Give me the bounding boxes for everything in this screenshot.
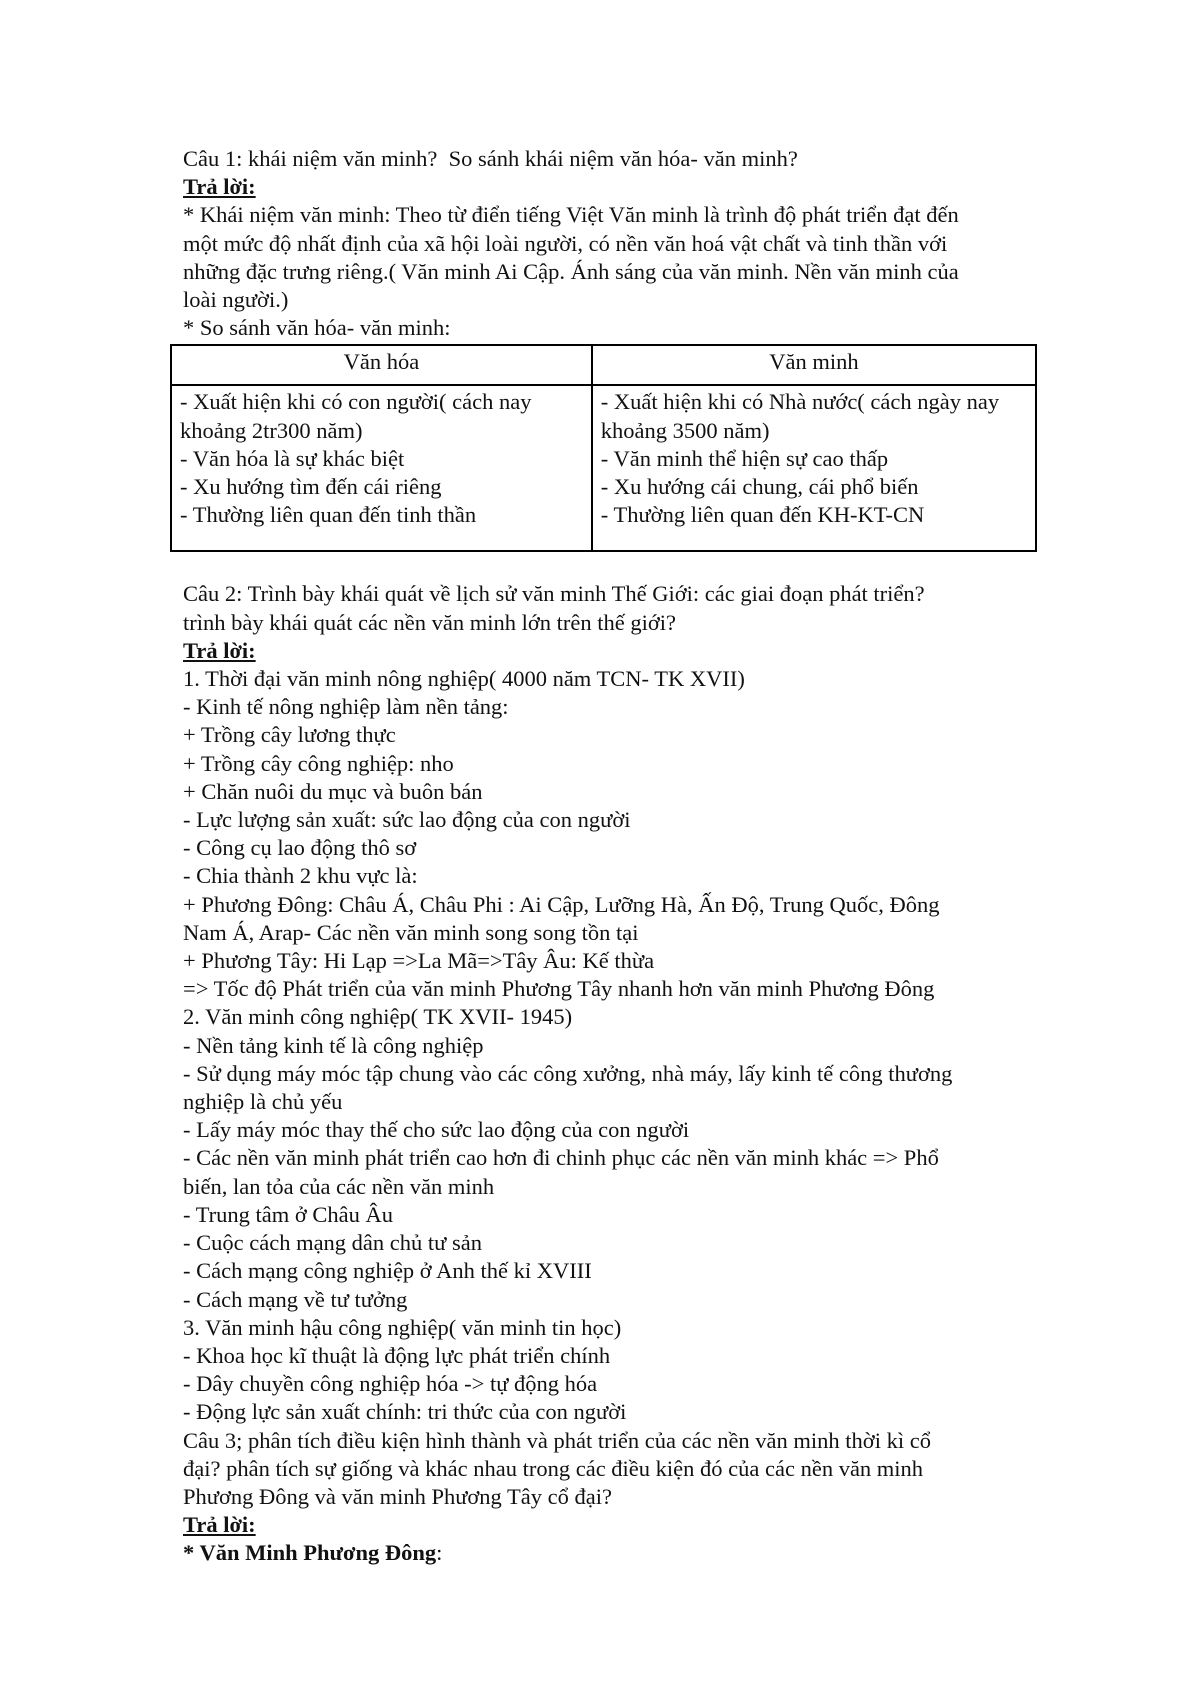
q2-line: + Phương Đông: Châu Á, Châu Phi : Ai Cập, Lưỡng Hà, Ấn Độ, Trung Quốc, Đông xyxy=(183,891,940,917)
q2-line: + Phương Tây: Hi Lạp =>La Mã=>Tây Âu: Kế thừa xyxy=(183,948,655,974)
q2-line: - Cuộc cách mạng dân chủ tư sản xyxy=(183,1230,482,1256)
q3-question: Phương Đông và văn minh Phương Tây cổ đại? xyxy=(183,1483,612,1509)
q2-line: - Khoa học kĩ thuật là động lực phát triển chính xyxy=(183,1342,611,1368)
cell-line: - Thường liên quan đến KH-KT-CN xyxy=(600,502,925,528)
cell-line: - Xuất hiện khi có Nhà nước( cách ngày nay khoảng 3500 năm) xyxy=(600,389,1000,443)
q2-line: - Động lực sản xuất chính: tri thức của con người xyxy=(183,1399,627,1425)
q1-line: loài người.) xyxy=(183,287,289,313)
q2-line: biến, lan tỏa của các nền văn minh xyxy=(183,1173,495,1199)
q2-line: - Nền tảng kinh tế là công nghiệp xyxy=(183,1032,484,1058)
table-header-row xyxy=(171,345,1036,385)
q2-question: Câu 2: Trình bày khái quát về lịch sử văn minh Thế Giới: các giai đoạn phát triển? xyxy=(183,581,925,607)
q2-line: - Trung tâm ở Châu Âu xyxy=(183,1201,394,1227)
q2-line: + Trồng cây công nghiệp: nho xyxy=(183,750,454,776)
q1-line: * So sánh văn hóa- văn minh: xyxy=(183,315,451,341)
q3-question: đại? phân tích sự giống và khác nhau trong các điều kiện đó của các nền văn minh xyxy=(183,1455,924,1481)
q2-line: - Kinh tế nông nghiệp làm nền tảng: xyxy=(183,694,509,720)
q2-line: => Tốc độ Phát triển của văn minh Phương Tây nhanh hơn văn minh Phương Đông xyxy=(183,976,935,1002)
q2-line: + Trồng cây lương thực xyxy=(183,722,396,748)
q2-line: 2. Văn minh công nghiệp( TK XVII- 1945) xyxy=(183,1004,573,1030)
q1-line: những đặc trưng riêng.( Văn minh Ai Cập. Ánh sáng của văn minh. Nền văn minh của xyxy=(183,258,959,284)
q2-answer-label: Trả lời: xyxy=(183,637,256,663)
q2-line: - Sử dụng máy móc tập chung vào các công xưởng, nhà máy, lấy kinh tế công thương xyxy=(183,1060,953,1086)
q2-line: 1. Thời đại văn minh nông nghiệp( 4000 năm TCN- TK XVII) xyxy=(183,666,745,692)
q2-line: - Dây chuyền công nghiệp hóa -> tự động hóa xyxy=(183,1371,598,1397)
cell-line: - Xuất hiện khi có con người( cách nay khoảng 2tr300 năm) xyxy=(180,389,532,443)
q1-line: * Khái niệm văn minh: Theo từ điển tiếng Việt Văn minh là trình độ phát triển đạt đến xyxy=(183,202,959,228)
q2-line: Nam Á, Arap- Các nền văn minh song song tồn tại xyxy=(183,919,639,945)
q3-heading-suffix: : xyxy=(436,1540,443,1566)
cell-line: - Văn hóa là sự khác biệt xyxy=(180,445,405,471)
cell-line: - Xu hướng tìm đến cái riêng xyxy=(180,474,442,500)
q3-answer-label: Trả lời: xyxy=(183,1512,256,1538)
table-header-van-hoa: Văn hóa xyxy=(171,345,592,385)
table-row xyxy=(171,385,1036,551)
q2-line: - Lấy máy móc thay thế cho sức lao động của con người xyxy=(183,1117,690,1143)
table-header-van-minh: Văn minh xyxy=(592,345,1036,385)
q2-line: - Các nền văn minh phát triển cao hơn đi chinh phục các nền văn minh khác => Phổ xyxy=(183,1145,939,1171)
q2-line: - Chia thành 2 khu vực là: xyxy=(183,863,418,889)
q1-answer-label: Trả lời: xyxy=(183,174,256,200)
table-cell-van-minh xyxy=(592,385,1036,551)
q2-question: trình bày khái quát các nền văn minh lớn trên thế giới? xyxy=(183,609,677,635)
q1-question: Câu 1: khái niệm văn minh? So sánh khái niệm văn hóa- văn minh? xyxy=(183,146,798,171)
spacer xyxy=(183,552,1053,580)
q2-answer-body xyxy=(183,665,1053,1426)
q2-line: - Cách mạng về tư tưởng xyxy=(183,1286,408,1312)
q1-line: một mức độ nhất định của xã hội loài người, có nền văn hoá vật chất và tinh thần với xyxy=(183,230,948,256)
cell-line: - Văn minh thể hiện sự cao thấp xyxy=(600,445,889,471)
q2-line: - Công cụ lao động thô sơ xyxy=(183,835,417,861)
q2-line: - Lực lượng sản xuất: sức lao động của con người xyxy=(183,807,631,833)
document-page xyxy=(180,145,1053,1568)
cell-line: - Xu hướng cái chung, cái phổ biến xyxy=(600,474,919,500)
cell-line: - Thường liên quan đến tinh thần xyxy=(180,502,477,528)
q3-heading xyxy=(183,1539,1053,1567)
q2-line: nghiệp là chủ yếu xyxy=(183,1089,343,1115)
q2-line: - Cách mạng công nghiệp ở Anh thế kỉ XVIII xyxy=(183,1258,592,1284)
q3-heading-bold: * Văn Minh Phương Đông xyxy=(183,1540,437,1566)
q2-line: 3. Văn minh hậu công nghiệp( văn minh tin học) xyxy=(183,1314,622,1340)
q2-line: + Chăn nuôi du mục và buôn bán xyxy=(183,778,483,804)
comparison-table xyxy=(170,344,1037,552)
table-cell-van-hoa xyxy=(171,385,592,551)
q3-question: Câu 3; phân tích điều kiện hình thành và phát triển của các nền văn minh thời kì cổ xyxy=(183,1427,931,1453)
